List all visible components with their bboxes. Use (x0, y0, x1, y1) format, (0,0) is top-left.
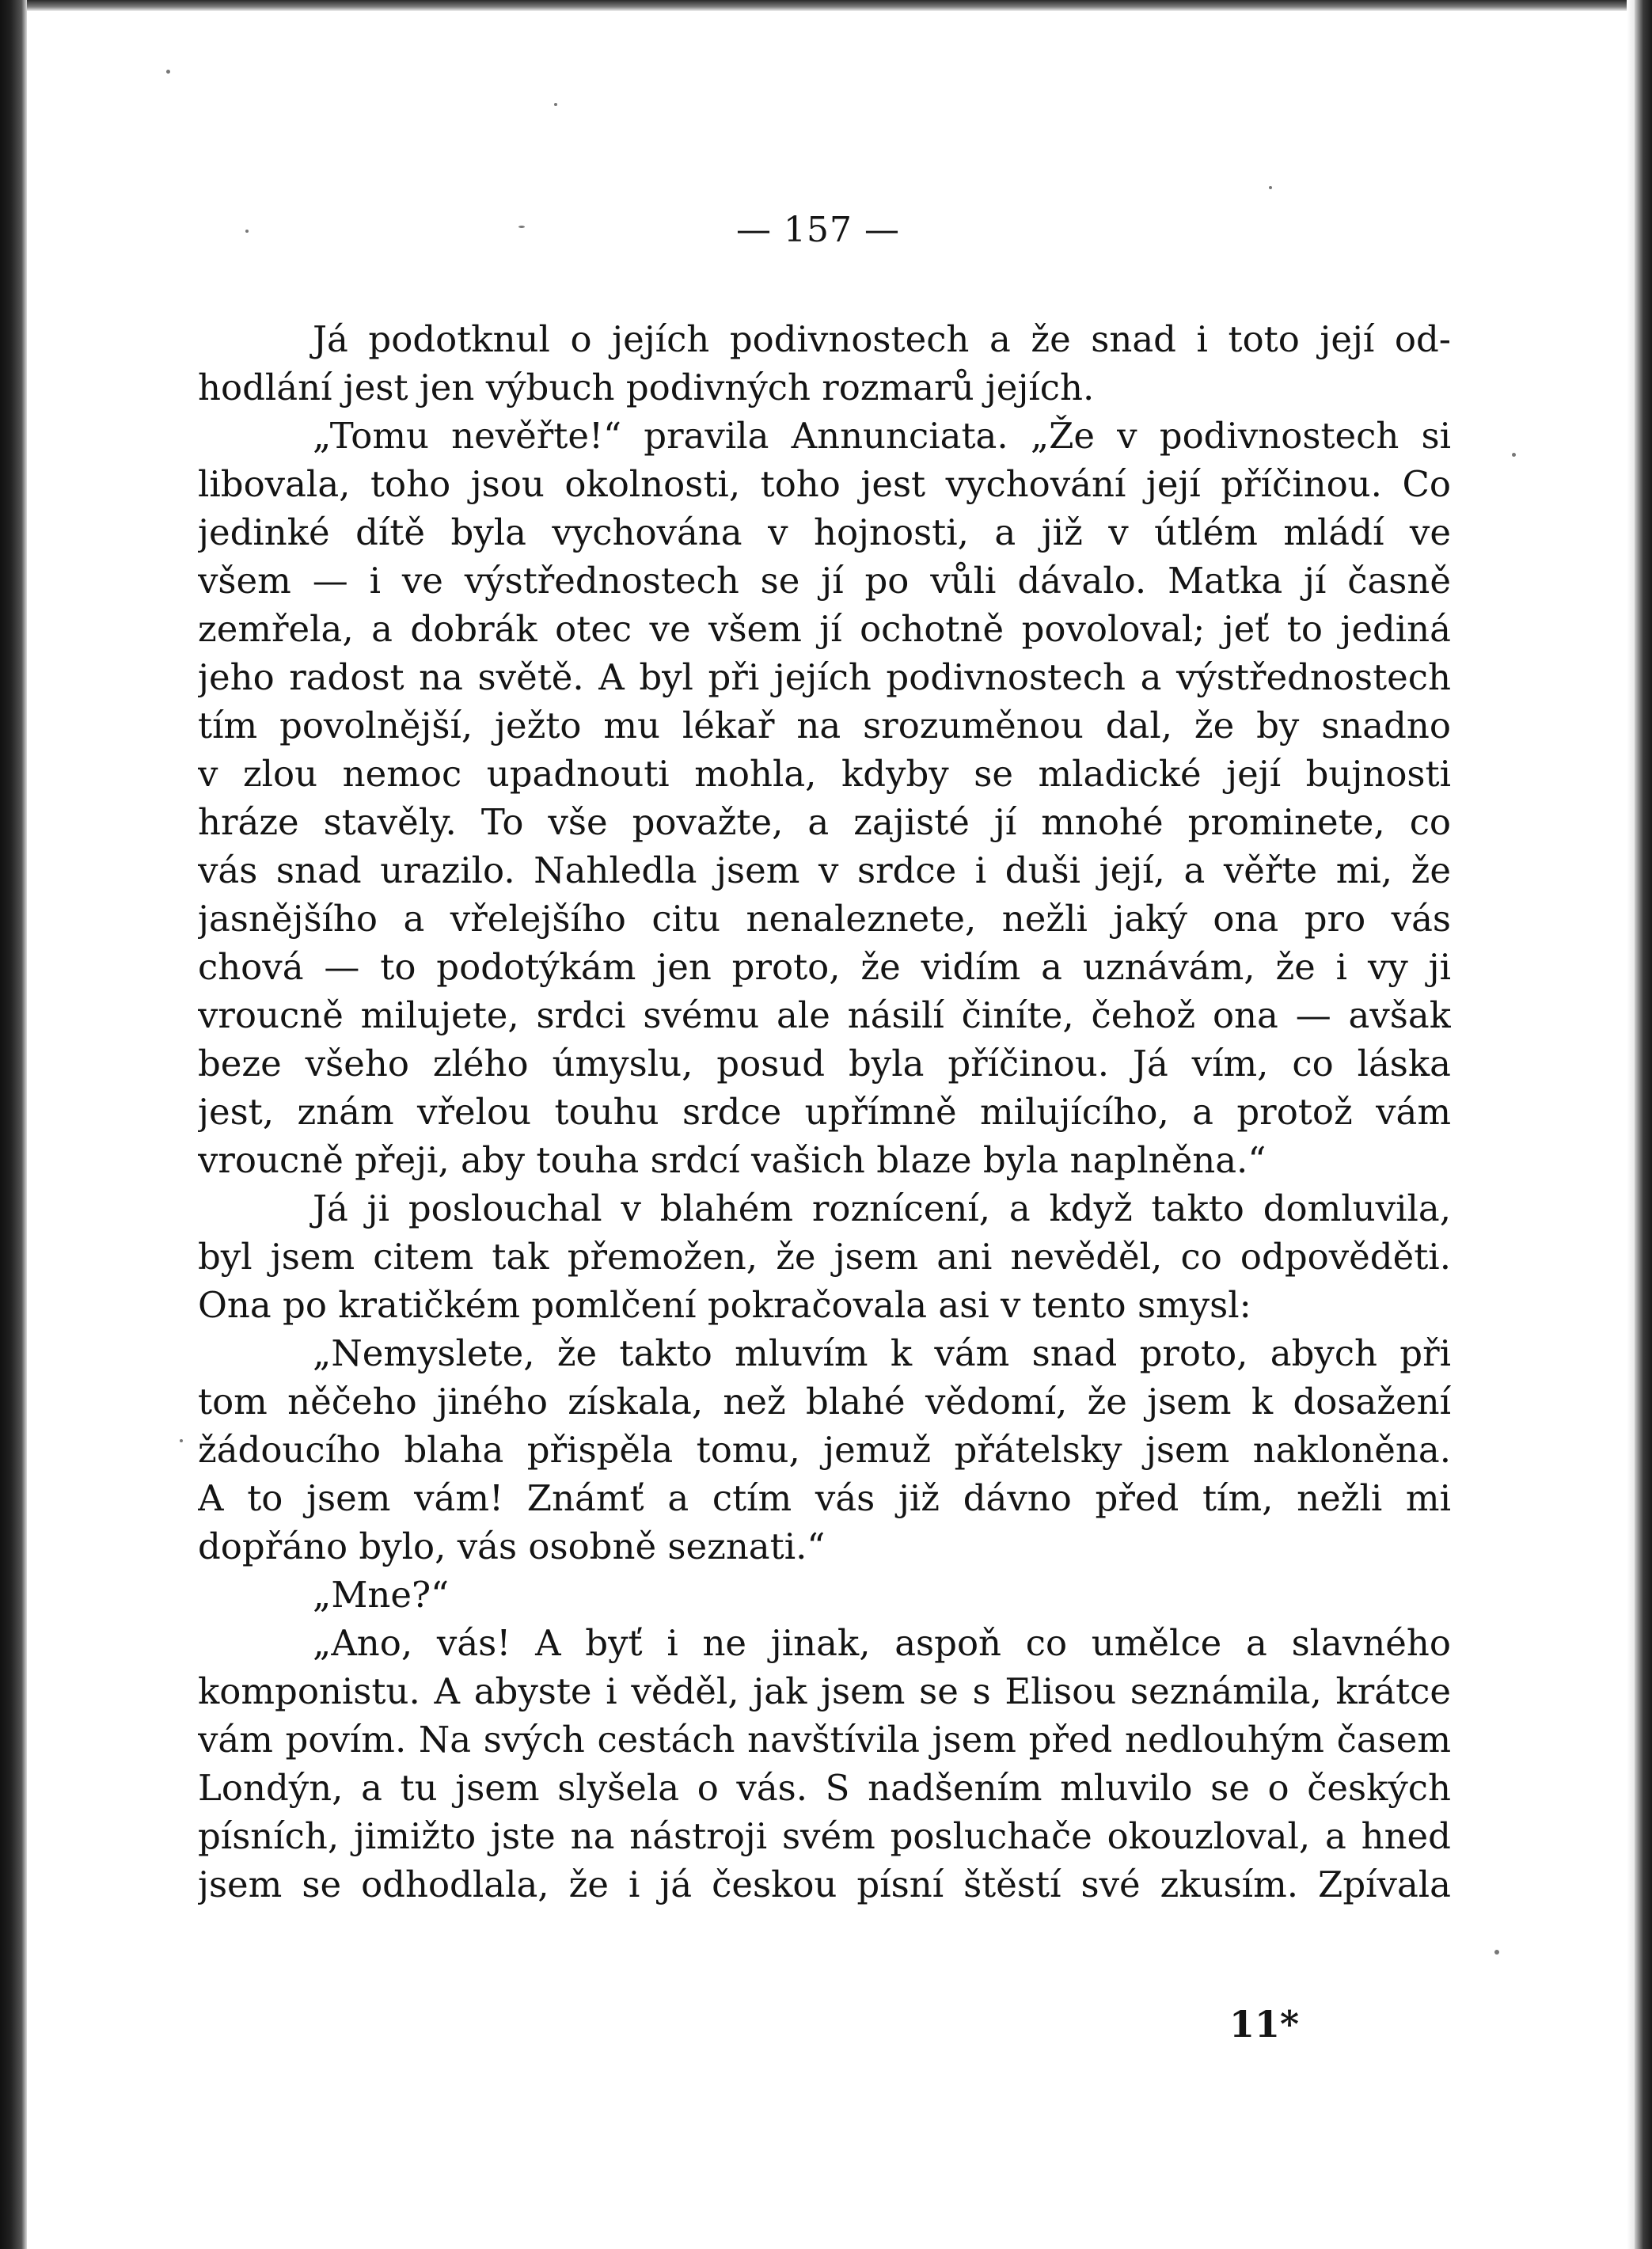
scan-edge-right (1635, 0, 1652, 2249)
text-line: písních, jimižto jste na nástroji svém posluchače okouzloval, a hned (198, 1815, 1451, 1857)
text-line: hráze stavěly. To vše považte, a zajisté jí mnohé prominete, co (198, 801, 1451, 843)
text-line: tom něčeho jiného získala, než blahé vědomí, že jsem k dosažení (198, 1381, 1451, 1423)
text-line: v zlou nemoc upadnouti mohla, kdyby se mladické její bujnosti (198, 753, 1451, 795)
text-line: „Tomu nevěřte!“ pravila Annunciata. „Že v podivnostech si (313, 415, 1451, 457)
dust-speck (1512, 453, 1516, 457)
dust-speck (245, 230, 249, 233)
text-line: hodlání jest jen výbuch podivných rozmarů jejích. (198, 367, 1095, 408)
text-line: byl jsem citem tak přemožen, že jsem ani nevěděl, co odpověděti. (198, 1236, 1451, 1278)
text-line: Ona po kratičkém pomlčení pokračovala asi v tento smysl: (198, 1284, 1251, 1326)
text-line: dopřáno bylo, vás osobně seznati.“ (198, 1525, 826, 1567)
text-line: A to jsem vám! Známť a ctím vás již dávno před tím, nežli mi (198, 1477, 1451, 1519)
text-line: „Nemyslete, že takto mluvím k vám snad proto, abych při (313, 1332, 1451, 1374)
scan-edge-top (0, 0, 1652, 11)
text-line: Já ji poslouchal v blahém roznícení, a když takto domluvila, (313, 1187, 1451, 1229)
text-line: žádoucího blaha přispěla tomu, jemuž přátelsky jsem nakloněna. (198, 1429, 1451, 1471)
text-line: vás snad urazilo. Nahledla jsem v srdce i duši její, a věřte mi, že (198, 849, 1451, 891)
text-line: Já podotknul o jejích podivnostech a že snad i toto její od- (313, 318, 1451, 360)
text-line: jeho radost na světě. A byl při jejích podivnostech a výstřednostech (198, 656, 1451, 698)
dust-speck (166, 70, 170, 74)
text-line: tím povolnější, ježto mu lékař na srozuměnou dal, že by snadno (198, 705, 1451, 747)
text-line: jedinké dítě byla vychována v hojnosti, a již v útlém mládí ve (198, 511, 1451, 553)
dust-speck (1494, 1950, 1499, 1955)
text-line: jsem se odhodlala, že i já českou písní štěstí své zkusím. Zpívala (198, 1863, 1451, 1905)
text-line: vám povím. Na svých cestách navštívila jsem před nedlouhým časem (198, 1719, 1451, 1761)
dust-speck (518, 226, 525, 228)
text-line: chová — to podotýkám jen proto, že vidím a uznávám, že i vy ji (198, 946, 1451, 988)
page-number: — 157 — (736, 210, 900, 250)
text-line: beze všeho zlého úmyslu, posud byla příčinou. Já vím, co láska (198, 1043, 1451, 1085)
text-line: zemřela, a dobrák otec ve všem jí ochotně povoloval; jeť to jediná (198, 608, 1451, 650)
dust-speck (554, 103, 557, 106)
dust-speck (1269, 186, 1272, 189)
dust-speck (180, 1439, 183, 1442)
text-line: vroucně přeji, aby touha srdcí vašich blaze byla naplněna.“ (198, 1139, 1267, 1181)
text-line: „Mne?“ (313, 1574, 450, 1616)
text-line: Londýn, a tu jsem slyšela o vás. S nadšením mluvilo se o českých (198, 1767, 1451, 1809)
text-line: „Ano, vás! A byť i ne jinak, aspoň co umělce a slavného (313, 1622, 1451, 1664)
printer-signature-mark: 11* (1229, 2003, 1300, 2046)
scan-edge-right-shadow (1627, 0, 1635, 2249)
scan-edge-left (0, 0, 27, 2249)
text-line: libovala, toho jsou okolnosti, toho jest vychování její příčinou. Co (198, 463, 1451, 505)
text-line: vroucně milujete, srdci svému ale násilí činíte, čehož ona — avšak (198, 994, 1451, 1036)
text-line: jasnějšího a vřelejšího citu nenaleznete, nežli jaký ona pro vás (198, 898, 1451, 940)
text-line: komponistu. A abyste i věděl, jak jsem se s Elisou seznámila, krátce (198, 1670, 1451, 1712)
text-line: jest, znám vřelou touhu srdce upřímně milujícího, a protož vám (198, 1091, 1451, 1133)
text-line: všem — i ve výstřednostech se jí po vůli dávalo. Matka jí časně (198, 560, 1451, 602)
body-text (198, 315, 1451, 1909)
